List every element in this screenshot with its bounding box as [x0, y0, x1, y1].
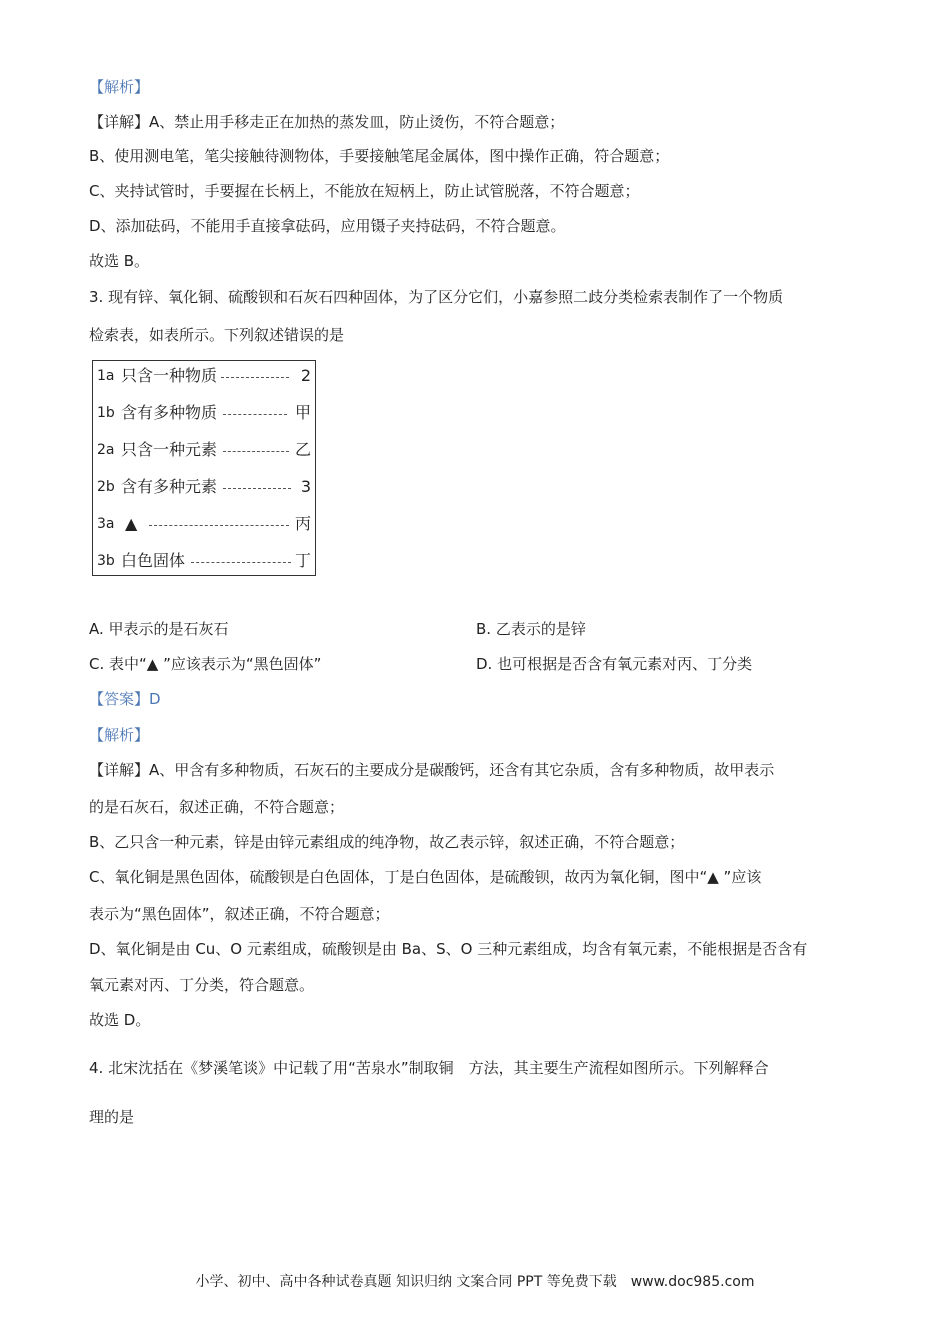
- conclusion-line: 故选 D。: [89, 1011, 151, 1029]
- question-3-text-cont: 检索表，如表所示。下列叙述错误的是: [89, 326, 345, 344]
- option-b: B. 乙表示的是锌: [476, 620, 586, 638]
- detail-line: B、使用测电笔，笔尖接触待测物体，手要接触笔尾金属体，图中操作正确，符合题意；: [89, 147, 670, 165]
- table-row: [97, 511, 311, 537]
- row-result: 2: [300, 366, 311, 385]
- answer-text: 【答案】D: [89, 690, 161, 708]
- option-c: C. 表中“▲ ”应该表示为“黑色固体”: [89, 655, 322, 673]
- table-row: [97, 400, 311, 426]
- analysis-heading-2: 【解析】: [89, 726, 150, 744]
- dash-leader: [223, 437, 289, 463]
- analysis-heading-1: 【解析】: [89, 78, 150, 96]
- detail-line: C、氧化铜是黑色固体，硫酸钡是白色固体，丁是白色固体，是硫酸钡，故丙为氧化铜，图中“▲ ”应该: [89, 868, 762, 886]
- option-a: A. 甲表示的是石灰石: [89, 620, 229, 638]
- table-row: [97, 548, 311, 574]
- row-label: 含有多种元素: [121, 477, 218, 496]
- question-4-text-cont: 理的是: [89, 1108, 135, 1126]
- row-label: 只含一种元素: [121, 440, 218, 459]
- row-label: 含有多种物质: [121, 403, 218, 422]
- detail-line: B、乙只含一种元素，锌是由锌元素组成的纯净物，故乙表示锌，叙述正确，不符合题意；: [89, 833, 685, 851]
- table-row: [97, 474, 311, 500]
- dash-leader: [221, 363, 289, 389]
- detail-line: C、夹持试管时，手要握在长柄上，不能放在短柄上，防止试管脱落，不符合题意；: [89, 182, 640, 200]
- table-row: [97, 363, 311, 389]
- page-footer: 小学、初中、高中各种试卷真题 知识归纳 文案合同 PPT 等免费下载 www.doc985.com: [195, 1274, 755, 1290]
- row-code: 2a: [97, 442, 115, 458]
- detail-line: 表示为“黑色固体”，叙述正确，不符合题意；: [89, 905, 390, 923]
- dash-leader: [223, 474, 291, 500]
- row-result: 丁: [294, 551, 311, 570]
- detail-line: D、氧化铜是由 Cu、O 元素组成，硫酸钡是由 Ba、S、O 三种元素组成，均含有氧元素，不能根据是否含有: [89, 940, 808, 958]
- row-code: 3b: [97, 553, 115, 569]
- row-code: 1b: [97, 405, 115, 421]
- conclusion-line: 故选 B。: [89, 252, 150, 270]
- table-row: [97, 437, 311, 463]
- detail-line: 【详解】A、甲含有多种物质，石灰石的主要成分是碳酸钙，还含有其它杂质，含有多种物质，故甲表示: [89, 761, 775, 779]
- triangle-icon: ▲: [125, 514, 138, 533]
- row-result: 甲: [294, 403, 311, 422]
- row-label: 只含一种物质: [121, 366, 218, 385]
- dash-leader: [191, 548, 291, 574]
- row-code: 1a: [97, 368, 115, 384]
- answer-line: [89, 689, 161, 709]
- row-result: 3: [300, 477, 311, 496]
- classification-table: [92, 360, 316, 576]
- dash-leader: [223, 400, 287, 426]
- dash-leader: [149, 511, 289, 537]
- row-result: 乙: [294, 440, 311, 459]
- row-label: 白色固体: [121, 551, 186, 570]
- row-result: 丙: [294, 514, 311, 533]
- question-4-text: 4. 北宋沈括在《梦溪笔谈》中记载了用“苦泉水”制取铜 方法，其主要生产流程如图所示。下列解释合: [89, 1059, 769, 1077]
- detail-line: 【详解】A、禁止用手移走正在加热的蒸发皿，防止烫伤，不符合题意；: [89, 113, 565, 131]
- detail-line: 氧元素对丙、丁分类，符合题意。: [89, 976, 315, 994]
- question-3-text: 3. 现有锌、氧化铜、硫酸钡和石灰石四种固体，为了区分它们，小嘉参照二歧分类检索表制作了一个物质: [89, 288, 784, 306]
- detail-line: 的是石灰石，叙述正确，不符合题意；: [89, 798, 345, 816]
- detail-line: D、添加砝码，不能用手直接拿砝码，应用镊子夹持砝码，不符合题意。: [89, 217, 566, 235]
- row-code: 2b: [97, 479, 115, 495]
- option-d: D. 也可根据是否含有氧元素对丙、丁分类: [476, 655, 753, 673]
- row-code: 3a: [97, 516, 115, 532]
